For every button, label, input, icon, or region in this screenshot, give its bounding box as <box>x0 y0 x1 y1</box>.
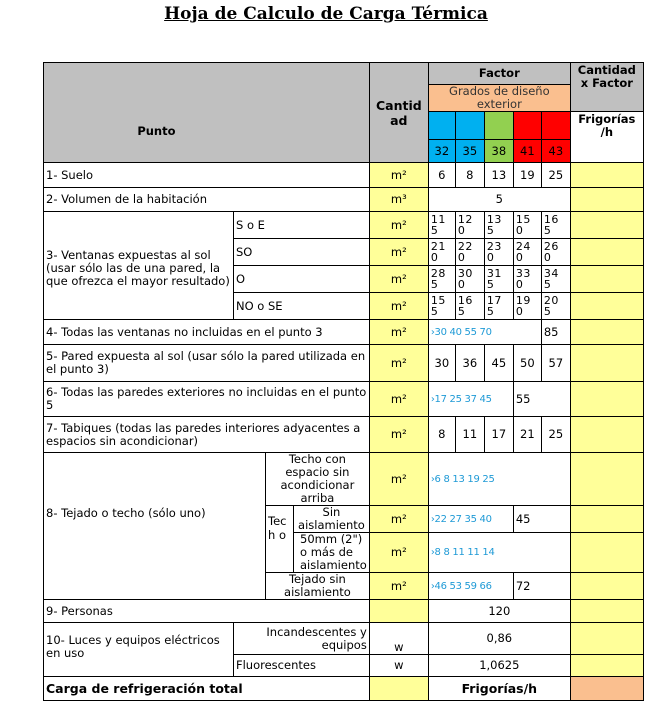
unit-cell: m² <box>369 212 428 239</box>
factor-overflow: ›17 25 37 45 <box>428 382 513 417</box>
factor-cell: 36 <box>455 345 484 382</box>
result-cell <box>570 320 643 345</box>
result-cell <box>570 506 643 533</box>
factor-cell: 8 <box>455 163 484 188</box>
row-label: 10- Luces y equipos eléctricos en uso <box>44 623 234 677</box>
factor-overflow: ›46 53 59 66 <box>428 573 513 600</box>
unit-cell: m² <box>369 266 428 293</box>
factor-cell: 11 5 <box>428 212 455 239</box>
table-row <box>44 188 644 212</box>
table-row <box>44 453 644 506</box>
total-unit: Frigorías/h <box>428 677 570 701</box>
factor-cell: 19 <box>513 163 541 188</box>
header-cantidad-factor: Cantidad x Factor <box>570 63 643 112</box>
factor-cell: 21 0 <box>428 239 455 266</box>
temp-swatch-41 <box>513 112 541 140</box>
temp-32: 32 <box>428 140 455 163</box>
factor-cell: 6 <box>428 163 455 188</box>
factor-cell: 15 5 <box>428 293 455 320</box>
unit-cell: m² <box>369 506 428 533</box>
total-unit-spacer <box>369 677 428 701</box>
row-label: 5- Pared expuesta al sol (usar sólo la pared utilizada en el punto 3) <box>44 345 370 382</box>
sub-label: SO <box>234 239 370 266</box>
factor-overflow: ›6 8 13 19 25 <box>428 453 570 506</box>
header-cantidad: Cantid ad <box>369 63 428 163</box>
table-row <box>44 212 644 239</box>
result-cell <box>570 623 643 655</box>
row-label: 3- Ventanas expuestas al sol (usar sólo las de una pared, la que ofrezca el mayor resultado) <box>44 212 234 320</box>
factor-cell: 11 <box>455 417 484 453</box>
temp-41: 41 <box>513 140 541 163</box>
unit-cell: m³ <box>369 188 428 212</box>
factor-overflow: ›22 27 35 40 <box>428 506 513 533</box>
result-cell <box>570 266 643 293</box>
factor-cell: 25 <box>541 163 570 188</box>
sub-label: 50mm (2") o más de aislamiento <box>294 533 370 573</box>
sheet-title: Hoja de Calculo de Carga Térmica <box>164 4 488 24</box>
row-label: 1- Suelo <box>44 163 370 188</box>
factor-cell: 57 <box>541 345 570 382</box>
factor-cell: 17 5 <box>484 293 513 320</box>
result-cell <box>570 417 643 453</box>
factor-cell: 25 <box>541 417 570 453</box>
factor-cell: 50 <box>513 345 541 382</box>
sub-label: Fluorescentes <box>234 655 370 677</box>
factor-cell: 30 <box>428 345 455 382</box>
factor-cell: 21 <box>513 417 541 453</box>
temp-43: 43 <box>541 140 570 163</box>
result-cell <box>570 212 643 239</box>
total-label: Carga de refrigeración total <box>44 677 370 701</box>
result-cell <box>570 453 643 506</box>
factor-cell: 16 5 <box>541 212 570 239</box>
result-cell <box>570 573 643 600</box>
table-row <box>44 163 644 188</box>
result-cell <box>570 293 643 320</box>
factor-cell: 0,86 <box>428 623 570 655</box>
factor-cell: 1,0625 <box>428 655 570 677</box>
factor-cell: 15 0 <box>513 212 541 239</box>
factor-cell: 30 0 <box>455 266 484 293</box>
result-cell <box>570 163 643 188</box>
row-label: 8- Tejado o techo (sólo uno) <box>44 453 266 600</box>
factor-cell: 8 <box>428 417 455 453</box>
temp-35: 35 <box>455 140 484 163</box>
table-row <box>44 345 644 382</box>
factor-cell: 12 0 <box>455 212 484 239</box>
factor-cell: 16 5 <box>455 293 484 320</box>
result-cell <box>570 655 643 677</box>
unit-cell: m² <box>369 453 428 506</box>
factor-cell: 22 0 <box>455 239 484 266</box>
unit-cell: m² <box>369 417 428 453</box>
sub-label: NO o SE <box>234 293 370 320</box>
row-label: 6- Todas las paredes exteriores no incluidas en el punto 5 <box>44 382 370 417</box>
factor-cell: 17 <box>484 417 513 453</box>
factor-cell: 13 <box>484 163 513 188</box>
factor-cell: 23 0 <box>484 239 513 266</box>
table-row <box>44 417 644 453</box>
sub-label: Techo con espacio sin acondicionar arriba <box>266 453 370 506</box>
sub-label: O <box>234 266 370 293</box>
header-factor: Factor <box>428 63 570 85</box>
sub-label: Tejado sin aislamiento <box>266 573 370 600</box>
factor-cell: 20 5 <box>541 293 570 320</box>
factor-cell: 120 <box>428 600 570 623</box>
table-row <box>44 320 644 345</box>
factor-cell: 28 5 <box>428 266 455 293</box>
result-cell <box>570 239 643 266</box>
table-row <box>44 382 644 417</box>
factor-cell: 72 <box>513 573 570 600</box>
header-grados: Grados de diseño exterior <box>428 85 570 112</box>
factor-cell: 24 0 <box>513 239 541 266</box>
temp-swatch-35 <box>455 112 484 140</box>
sub-label: Incandescentes y equipos <box>234 623 370 655</box>
header-frigorias: Frigorías /h <box>570 112 643 163</box>
unit-cell: m² <box>369 345 428 382</box>
result-cell <box>570 600 643 623</box>
factor-cell: 85 <box>541 320 570 345</box>
row-label: 7- Tabiques (todas las paredes interiores adyacentes a espacios sin acondicionar) <box>44 417 370 453</box>
result-cell <box>570 533 643 573</box>
unit-cell: w <box>369 623 428 655</box>
factor-cell: 33 0 <box>513 266 541 293</box>
row-label: 4- Todas las ventanas no incluidas en el punto 3 <box>44 320 370 345</box>
sub-label: S o E <box>234 212 370 239</box>
sub-label: Sin aislamiento <box>294 506 370 533</box>
row-label: 2- Volumen de la habitación <box>44 188 370 212</box>
factor-cell: 19 0 <box>513 293 541 320</box>
thermal-load-table <box>43 62 644 701</box>
factor-cell: 45 <box>513 506 570 533</box>
row-label: 9- Personas <box>44 600 370 623</box>
unit-cell: m² <box>369 382 428 417</box>
result-cell <box>570 382 643 417</box>
temp-swatch-43 <box>541 112 570 140</box>
factor-cell: 34 5 <box>541 266 570 293</box>
techo-label: Tec h o <box>266 506 294 573</box>
factor-cell: 5 <box>428 188 570 212</box>
factor-cell: 55 <box>513 382 570 417</box>
table-row <box>44 600 644 623</box>
unit-cell <box>369 600 428 623</box>
factor-overflow: ›8 8 11 11 14 <box>428 533 570 573</box>
factor-cell: 13 5 <box>484 212 513 239</box>
unit-cell: m² <box>369 320 428 345</box>
total-result-cell <box>570 677 643 701</box>
unit-cell: m² <box>369 293 428 320</box>
factor-cell: 45 <box>484 345 513 382</box>
table-row <box>44 623 644 655</box>
total-row <box>44 677 644 701</box>
unit-cell: w <box>369 655 428 677</box>
result-cell <box>570 345 643 382</box>
temp-38: 38 <box>484 140 513 163</box>
factor-cell: 31 5 <box>484 266 513 293</box>
factor-overflow: ›30 40 55 70 <box>428 320 541 345</box>
unit-cell: m² <box>369 573 428 600</box>
unit-cell: m² <box>369 533 428 573</box>
header-punto: Punto <box>44 63 370 163</box>
unit-cell: m² <box>369 239 428 266</box>
temp-swatch-38 <box>484 112 513 140</box>
factor-cell: 26 0 <box>541 239 570 266</box>
unit-cell: m² <box>369 163 428 188</box>
temp-swatch-32 <box>428 112 455 140</box>
result-cell <box>570 188 643 212</box>
